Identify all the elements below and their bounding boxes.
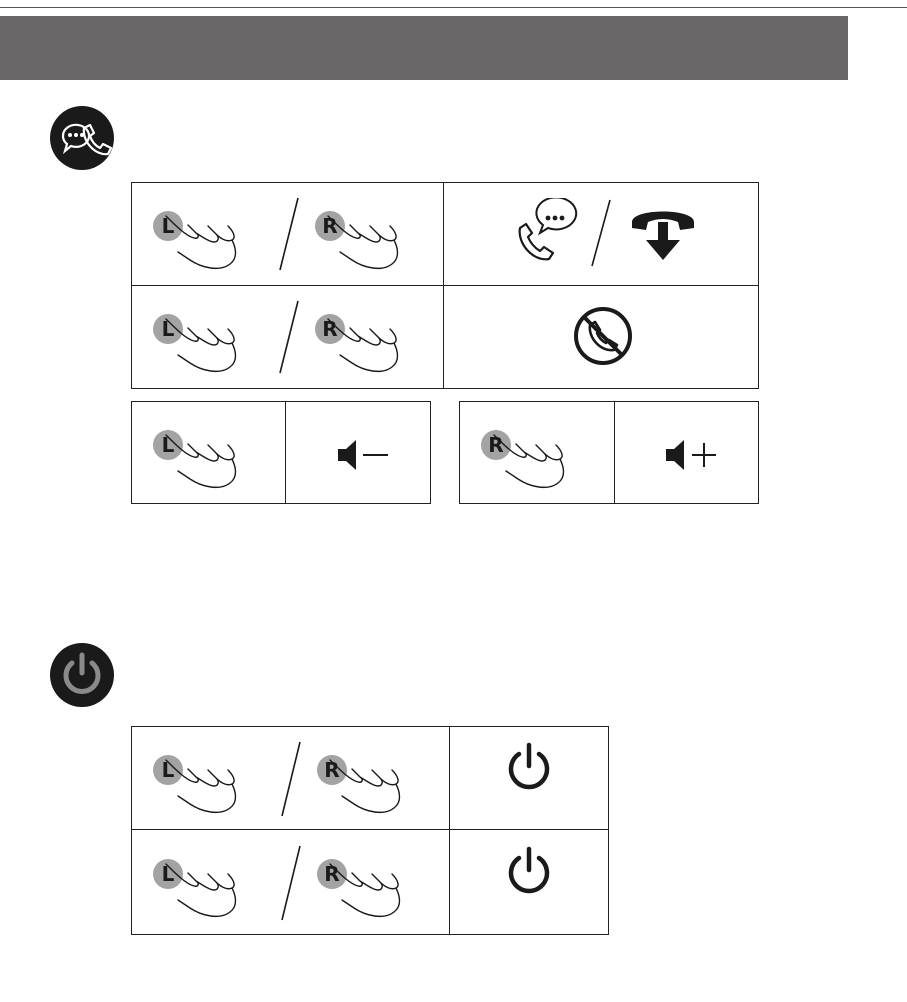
touch-gesture-right bbox=[478, 419, 568, 489]
volume-down-icon bbox=[336, 438, 390, 472]
touch-gesture-left bbox=[150, 200, 240, 270]
or-slash bbox=[278, 740, 302, 818]
badge-label: L bbox=[161, 758, 175, 782]
power-on-icon bbox=[506, 742, 552, 792]
badge-label: R bbox=[324, 758, 340, 782]
volume-up-icon bbox=[664, 438, 718, 472]
badge-label: L bbox=[161, 433, 175, 457]
touch-gesture-right bbox=[312, 303, 402, 373]
badge-label: L bbox=[161, 862, 175, 886]
call-message-icon bbox=[50, 106, 114, 170]
touch-gesture-left bbox=[150, 848, 240, 918]
touch-gesture-left bbox=[150, 303, 240, 373]
or-slash bbox=[276, 299, 300, 375]
reject-call-icon bbox=[572, 305, 634, 367]
or-slash bbox=[276, 196, 300, 272]
badge-label: R bbox=[322, 317, 338, 341]
badge-label: R bbox=[488, 433, 504, 457]
touch-gesture-right bbox=[314, 744, 404, 814]
power-icon bbox=[50, 643, 114, 707]
header-band bbox=[0, 16, 848, 80]
hang-up-icon bbox=[628, 200, 698, 264]
badge-label: L bbox=[161, 317, 175, 341]
touch-gesture-right bbox=[312, 200, 402, 270]
badge-label: R bbox=[324, 862, 340, 886]
touch-gesture-right bbox=[314, 848, 404, 918]
touch-gesture-left bbox=[150, 419, 240, 489]
or-slash bbox=[589, 198, 613, 268]
or-slash bbox=[278, 844, 302, 922]
touch-gesture-left bbox=[150, 744, 240, 814]
answer-call-icon bbox=[514, 198, 586, 268]
badge-label: R bbox=[322, 214, 338, 238]
power-off-icon bbox=[506, 846, 552, 896]
top-rule bbox=[0, 7, 907, 8]
badge-label: L bbox=[161, 214, 175, 238]
